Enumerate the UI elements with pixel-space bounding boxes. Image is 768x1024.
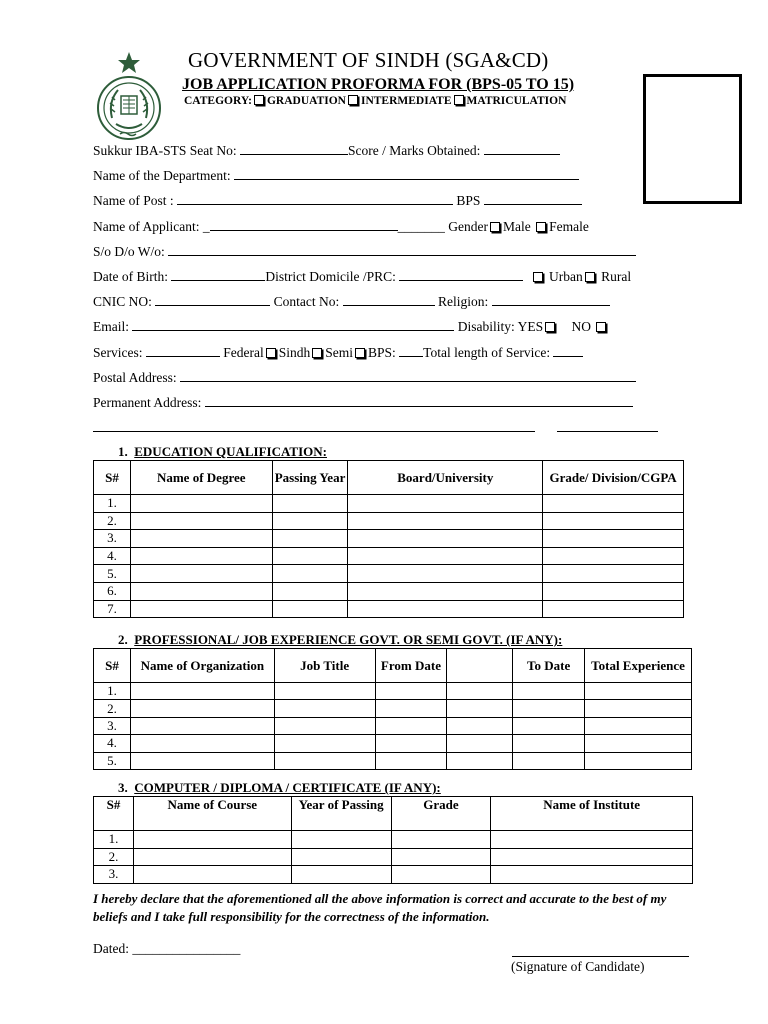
education-cell[interactable] xyxy=(130,582,272,600)
education-cell[interactable] xyxy=(272,582,348,600)
education-cell[interactable] xyxy=(348,600,543,618)
computer-cell[interactable] xyxy=(291,866,391,884)
experience-row-number: 1. xyxy=(94,683,131,700)
experience-row-number: 3. xyxy=(94,717,131,734)
dob-row xyxy=(93,267,631,285)
category-graduation: GRADUATION xyxy=(266,95,346,107)
cnic-row xyxy=(93,292,610,310)
semi-checkbox[interactable] xyxy=(355,348,365,358)
education-cell[interactable] xyxy=(348,565,543,583)
education-cell[interactable] xyxy=(543,512,684,530)
experience-cell[interactable] xyxy=(375,717,447,734)
male-label: Male xyxy=(502,219,531,234)
education-heading xyxy=(118,444,327,460)
experience-cell[interactable] xyxy=(375,700,447,717)
experience-heading xyxy=(118,632,562,648)
religion-field[interactable] xyxy=(492,292,610,306)
post-label: Name of Post : xyxy=(93,193,174,208)
category-matriculation: MATRICULATION xyxy=(466,95,567,107)
education-row-number: 1. xyxy=(94,495,131,513)
education-cell[interactable] xyxy=(130,495,272,513)
computer-cell[interactable] xyxy=(391,848,491,866)
category-row xyxy=(184,95,566,107)
experience-header-blank xyxy=(447,649,513,683)
postal-field[interactable] xyxy=(180,368,636,382)
total-service-label: Total length of Service: xyxy=(423,345,551,360)
domicile-label: District Domicile /PRC: xyxy=(265,269,396,284)
education-row xyxy=(94,495,684,513)
services-row xyxy=(93,343,583,361)
education-row-number: 6. xyxy=(94,582,131,600)
education-row xyxy=(94,512,684,530)
permanent-row xyxy=(93,393,633,411)
education-header-degree: Name of Degree xyxy=(130,461,272,495)
applicant-field[interactable] xyxy=(210,217,398,231)
experience-cell[interactable] xyxy=(130,717,274,734)
experience-row-number: 4. xyxy=(94,735,131,752)
male-checkbox[interactable] xyxy=(490,222,500,232)
education-row xyxy=(94,547,684,565)
graduation-checkbox[interactable] xyxy=(254,95,264,105)
disability-no-checkbox[interactable] xyxy=(596,322,606,332)
parent-label: S/o D/o W/o: xyxy=(93,244,165,259)
education-row xyxy=(94,600,684,618)
education-header-sn: S# xyxy=(94,461,131,495)
experience-row xyxy=(94,752,692,769)
urban-label: Urban xyxy=(548,269,583,284)
email-field[interactable] xyxy=(132,317,454,331)
education-cell[interactable] xyxy=(543,530,684,548)
education-row xyxy=(94,565,684,583)
education-cell[interactable] xyxy=(543,495,684,513)
computer-row-number: 1. xyxy=(94,831,134,849)
experience-cell[interactable] xyxy=(447,752,513,769)
experience-cell[interactable] xyxy=(274,683,375,700)
experience-cell[interactable] xyxy=(585,717,692,734)
federal-checkbox[interactable] xyxy=(266,348,276,358)
computer-row xyxy=(94,848,693,866)
education-cell[interactable] xyxy=(130,530,272,548)
experience-row xyxy=(94,700,692,717)
education-cell[interactable] xyxy=(130,600,272,618)
education-cell[interactable] xyxy=(348,547,543,565)
computer-cell[interactable] xyxy=(491,866,693,884)
disability-label: Disability: YES xyxy=(457,319,544,334)
experience-row-number: 5. xyxy=(94,752,131,769)
photo-box xyxy=(643,74,742,204)
computer-table xyxy=(93,796,693,884)
computer-number: 3. xyxy=(118,780,128,795)
services-field[interactable] xyxy=(146,343,220,357)
email-label: Email: xyxy=(93,319,129,334)
experience-row xyxy=(94,717,692,734)
applicant-tail: _______ xyxy=(397,219,445,234)
sindh-checkbox[interactable] xyxy=(312,348,322,358)
computer-title: COMPUTER / DIPLOMA / CERTIFICATE (IF ANY): xyxy=(134,780,441,795)
permanent-label: Permanent Address: xyxy=(93,395,202,410)
education-cell[interactable] xyxy=(543,565,684,583)
contact-label: Contact No: xyxy=(273,294,340,309)
education-cell[interactable] xyxy=(543,582,684,600)
education-row-number: 3. xyxy=(94,530,131,548)
education-header-year: Passing Year xyxy=(272,461,348,495)
experience-cell[interactable] xyxy=(513,735,585,752)
computer-row xyxy=(94,866,693,884)
computer-header-institute: Name of Institute xyxy=(491,797,693,831)
federal-label: Federal xyxy=(223,345,264,360)
education-cell[interactable] xyxy=(272,512,348,530)
education-header-grade: Grade/ Division/CGPA xyxy=(543,461,684,495)
address-continuation-line[interactable] xyxy=(93,431,535,432)
education-number: 1. xyxy=(118,444,128,459)
postal-row xyxy=(93,368,636,386)
computer-header-year: Year of Passing xyxy=(291,797,391,831)
experience-header-title: Job Title xyxy=(274,649,375,683)
computer-cell[interactable] xyxy=(291,831,391,849)
dob-label: Date of Birth: xyxy=(93,269,168,284)
experience-cell[interactable] xyxy=(447,700,513,717)
services-bps-field[interactable] xyxy=(399,343,423,357)
computer-row-number: 2. xyxy=(94,848,134,866)
experience-row xyxy=(94,683,692,700)
education-title: EDUCATION QUALIFICATION: xyxy=(134,444,327,459)
permanent-field[interactable] xyxy=(205,393,633,407)
education-table xyxy=(93,460,684,618)
dob-field[interactable] xyxy=(171,267,265,281)
experience-cell[interactable] xyxy=(585,735,692,752)
form-subtitle: JOB APPLICATION PROFORMA FOR (BPS-05 TO 15) xyxy=(182,76,575,93)
computer-cell[interactable] xyxy=(491,848,693,866)
email-row xyxy=(93,317,609,335)
intermediate-checkbox[interactable] xyxy=(348,95,358,105)
computer-cell[interactable] xyxy=(491,831,693,849)
experience-header-org: Name of Organization xyxy=(130,649,274,683)
education-cell[interactable] xyxy=(272,600,348,618)
parent-row xyxy=(93,242,636,260)
address-continuation-line-2[interactable] xyxy=(557,431,658,432)
education-cell[interactable] xyxy=(348,582,543,600)
experience-cell[interactable] xyxy=(130,735,274,752)
experience-cell[interactable] xyxy=(274,700,375,717)
rural-label: Rural xyxy=(601,269,632,284)
experience-cell[interactable] xyxy=(274,752,375,769)
computer-cell[interactable] xyxy=(391,831,491,849)
experience-cell[interactable] xyxy=(585,700,692,717)
experience-title: PROFESSIONAL/ JOB EXPERIENCE GOVT. OR SEMI GOVT. (IF ANY): xyxy=(134,632,563,647)
experience-cell[interactable] xyxy=(375,735,447,752)
education-header-board: Board/University xyxy=(348,461,543,495)
bps-label: BPS xyxy=(456,193,481,208)
education-row xyxy=(94,530,684,548)
seat-row xyxy=(93,141,560,159)
seat-no-label: Sukkur IBA-STS Seat No: xyxy=(93,143,237,158)
contact-field[interactable] xyxy=(343,292,435,306)
experience-header-total: Total Experience xyxy=(585,649,692,683)
experience-cell[interactable] xyxy=(375,752,447,769)
computer-cell[interactable] xyxy=(391,866,491,884)
education-cell[interactable] xyxy=(130,547,272,565)
experience-cell[interactable] xyxy=(130,700,274,717)
services-label: Services: xyxy=(93,345,143,360)
computer-cell[interactable] xyxy=(133,831,291,849)
female-checkbox[interactable] xyxy=(536,222,546,232)
education-cell[interactable] xyxy=(543,600,684,618)
education-cell[interactable] xyxy=(272,495,348,513)
bps-field[interactable] xyxy=(484,191,582,205)
computer-row xyxy=(94,831,693,849)
post-field[interactable] xyxy=(177,191,453,205)
signature-line[interactable] xyxy=(512,956,689,957)
religion-label: Religion: xyxy=(438,294,489,309)
computer-cell[interactable] xyxy=(133,848,291,866)
category-label: CATEGORY: xyxy=(184,95,252,107)
experience-table xyxy=(93,648,692,770)
experience-cell[interactable] xyxy=(130,752,274,769)
rural-checkbox[interactable] xyxy=(585,272,595,282)
education-cell[interactable] xyxy=(543,547,684,565)
computer-cell[interactable] xyxy=(133,866,291,884)
experience-cell[interactable] xyxy=(513,752,585,769)
experience-cell[interactable] xyxy=(447,735,513,752)
experience-cell[interactable] xyxy=(274,735,375,752)
experience-cell[interactable] xyxy=(513,683,585,700)
computer-row-number: 3. xyxy=(94,866,134,884)
education-cell[interactable] xyxy=(348,530,543,548)
education-cell[interactable] xyxy=(130,512,272,530)
total-service-field[interactable] xyxy=(553,343,583,357)
disability-yes-checkbox[interactable] xyxy=(545,322,555,332)
computer-header-course: Name of Course xyxy=(133,797,291,831)
dated-field[interactable]: Dated: ________________ xyxy=(93,941,241,956)
sindh-emblem-logo xyxy=(90,50,168,150)
education-row-number: 4. xyxy=(94,547,131,565)
sindh-label: Sindh xyxy=(278,345,311,360)
computer-heading xyxy=(118,780,441,796)
score-label: Score / Marks Obtained: xyxy=(348,143,481,158)
education-row-number: 5. xyxy=(94,565,131,583)
education-cell[interactable] xyxy=(272,565,348,583)
education-cell[interactable] xyxy=(272,547,348,565)
computer-cell[interactable] xyxy=(291,848,391,866)
education-row-number: 7. xyxy=(94,600,131,618)
matriculation-checkbox[interactable] xyxy=(454,95,464,105)
services-bps-label: BPS: xyxy=(368,345,396,360)
experience-cell[interactable] xyxy=(585,752,692,769)
education-cell[interactable] xyxy=(130,565,272,583)
post-row xyxy=(93,191,582,209)
gender-label: Gender xyxy=(448,219,488,234)
department-row xyxy=(93,166,579,184)
computer-header-grade: Grade xyxy=(391,797,491,831)
applicant-row xyxy=(93,217,589,235)
cnic-field[interactable] xyxy=(155,292,270,306)
experience-cell[interactable] xyxy=(513,717,585,734)
declaration-text: I hereby declare that the aforementioned all the above information is correct and accurate to the best of my beliefs and I take full responsibility for the correctness of the information. xyxy=(93,891,667,924)
experience-cell[interactable] xyxy=(274,717,375,734)
signature-label: (Signature of Candidate) xyxy=(511,959,645,974)
experience-cell[interactable] xyxy=(513,700,585,717)
semi-label: Semi xyxy=(325,345,354,360)
experience-header-sn: S# xyxy=(94,649,131,683)
experience-row xyxy=(94,735,692,752)
applicant-label: Name of Applicant: _ xyxy=(93,219,210,234)
domicile-field[interactable] xyxy=(399,267,523,281)
education-row-number: 2. xyxy=(94,512,131,530)
category-intermediate: INTERMEDIATE xyxy=(360,95,452,107)
form-title: GOVERNMENT OF SINDH (SGA&CD) xyxy=(188,48,549,72)
education-cell[interactable] xyxy=(272,530,348,548)
experience-number: 2. xyxy=(118,632,128,647)
disability-no-label: NO xyxy=(571,319,592,334)
experience-cell[interactable] xyxy=(447,683,513,700)
department-label: Name of the Department: xyxy=(93,168,231,183)
parent-field[interactable] xyxy=(168,242,636,256)
department-field[interactable] xyxy=(234,166,579,180)
female-label: Female xyxy=(549,219,589,234)
urban-checkbox[interactable] xyxy=(533,272,543,282)
education-row xyxy=(94,582,684,600)
score-field[interactable] xyxy=(484,141,560,155)
experience-cell[interactable] xyxy=(130,683,274,700)
education-cell[interactable] xyxy=(348,512,543,530)
experience-row-number: 2. xyxy=(94,700,131,717)
experience-header-from: From Date xyxy=(375,649,447,683)
experience-header-to: To Date xyxy=(513,649,585,683)
experience-cell[interactable] xyxy=(375,683,447,700)
experience-cell[interactable] xyxy=(447,717,513,734)
experience-cell[interactable] xyxy=(585,683,692,700)
education-cell[interactable] xyxy=(348,495,543,513)
computer-header-sn: S# xyxy=(94,797,134,831)
postal-label: Postal Address: xyxy=(93,370,177,385)
seat-no-field[interactable] xyxy=(240,141,348,155)
cnic-label: CNIC NO: xyxy=(93,294,152,309)
